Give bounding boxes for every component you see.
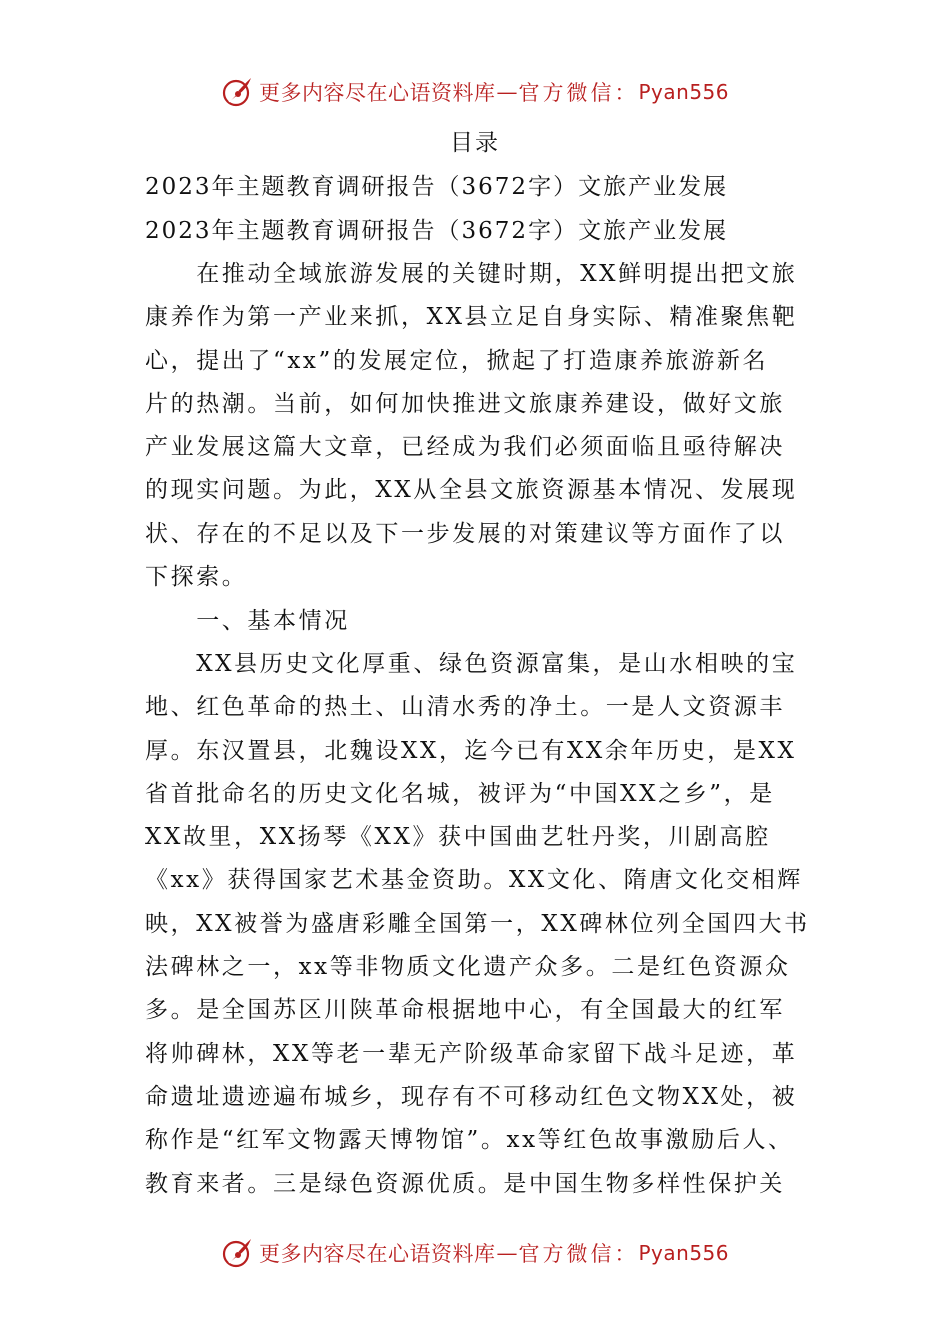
watermark-label: 官方微信： <box>518 1242 639 1266</box>
text-line: 命遗址遗迹遍布城乡，现存有不可移动红色文物XX处，被 <box>145 1083 798 1110</box>
section-heading <box>145 600 815 643</box>
text-line: 片的热潮。当前，如何加快推进文旅康养建设，做好文旅 <box>145 390 785 417</box>
section-paragraph <box>145 643 815 1206</box>
text-line: 《xx》获得国家艺术基金资助。XX文化、隋唐文化交相辉 <box>145 867 803 894</box>
header-watermark <box>0 72 950 112</box>
text-line: 产业发展这篇大文章，已经成为我们必须面临且亟待解决 <box>145 434 785 461</box>
text-line: 厚。东汉置县，北魏设XX，迄今已有XX余年历史，是XX <box>145 737 797 764</box>
watermark-wechat-id: Pyan556 <box>638 1241 729 1265</box>
toc-entry[interactable]: 2023年主题教育调研报告（3672字）文旅产业发展 <box>145 174 729 200</box>
watermark-label: 官方微信： <box>518 81 639 105</box>
intro-paragraph <box>145 253 815 599</box>
text-line: 状、存在的不足以及下一步发展的对策建议等方面作了以 <box>145 520 785 547</box>
text-line: 下探索。 <box>145 564 248 591</box>
text-line: XX故里，XX扬琴《XX》获中国曲艺牡丹奖，川剧高腔 <box>145 824 771 851</box>
watermark-text: 更多内容尽在心语资料库 <box>258 81 496 105</box>
section-heading-text: 一、基本情况 <box>145 608 350 634</box>
text-line: 教育来者。三是绿色资源优质。是中国生物多样性保护关 <box>145 1170 785 1197</box>
watermark-wechat-id: Pyan556 <box>638 80 729 104</box>
feather-quill-logo-icon <box>221 75 255 109</box>
text-line: 心，提出了“xx”的发展定位，掀起了打造康养旅游新名 <box>145 347 769 374</box>
text-line: 的现实问题。为此，XX从全县文旅资源基本情况、发展现 <box>145 477 798 504</box>
text-line: 将帅碑林，XX等老一辈无产阶级革命家留下战斗足迹，革 <box>145 1040 798 1067</box>
watermark-separator: — <box>496 80 518 104</box>
document-title: 2023年主题教育调研报告（3672字）文旅产业发展 <box>145 218 729 244</box>
text-line: 省首批命名的历史文化名城，被评为“中国XX之乡”，是 <box>145 780 775 807</box>
text-line: 映，XX被誉为盛唐彩雕全国第一，XX碑林位列全国四大书 <box>145 910 810 937</box>
text-line: 在推动全域旅游发展的关键时期，XX鲜明提出把文旅 <box>145 261 798 287</box>
text-line: 称作是“红军文物露天博物馆”。xx等红色故事激励后人、 <box>145 1127 794 1154</box>
watermark-text: 更多内容尽在心语资料库 <box>258 1242 496 1266</box>
text-line: 康养作为第一产业来抓，XX县立足自身实际、精准聚焦靶 <box>145 304 798 331</box>
watermark-separator: — <box>496 1241 518 1265</box>
feather-quill-logo-icon <box>221 1236 255 1270</box>
toc-title: 目录 <box>450 130 500 156</box>
text-line: 法碑林之一，xx等非物质文化遗产众多。二是红色资源众 <box>145 954 791 981</box>
text-line: 多。是全国苏区川陕革命根据地中心，有全国最大的红军 <box>145 997 785 1024</box>
text-line: 地、红色革命的热土、山清水秀的净土。一是人文资源丰 <box>145 694 785 721</box>
footer-watermark <box>0 1233 950 1273</box>
text-line: XX县历史文化厚重、绿色资源富集，是山水相映的宝 <box>145 651 798 677</box>
